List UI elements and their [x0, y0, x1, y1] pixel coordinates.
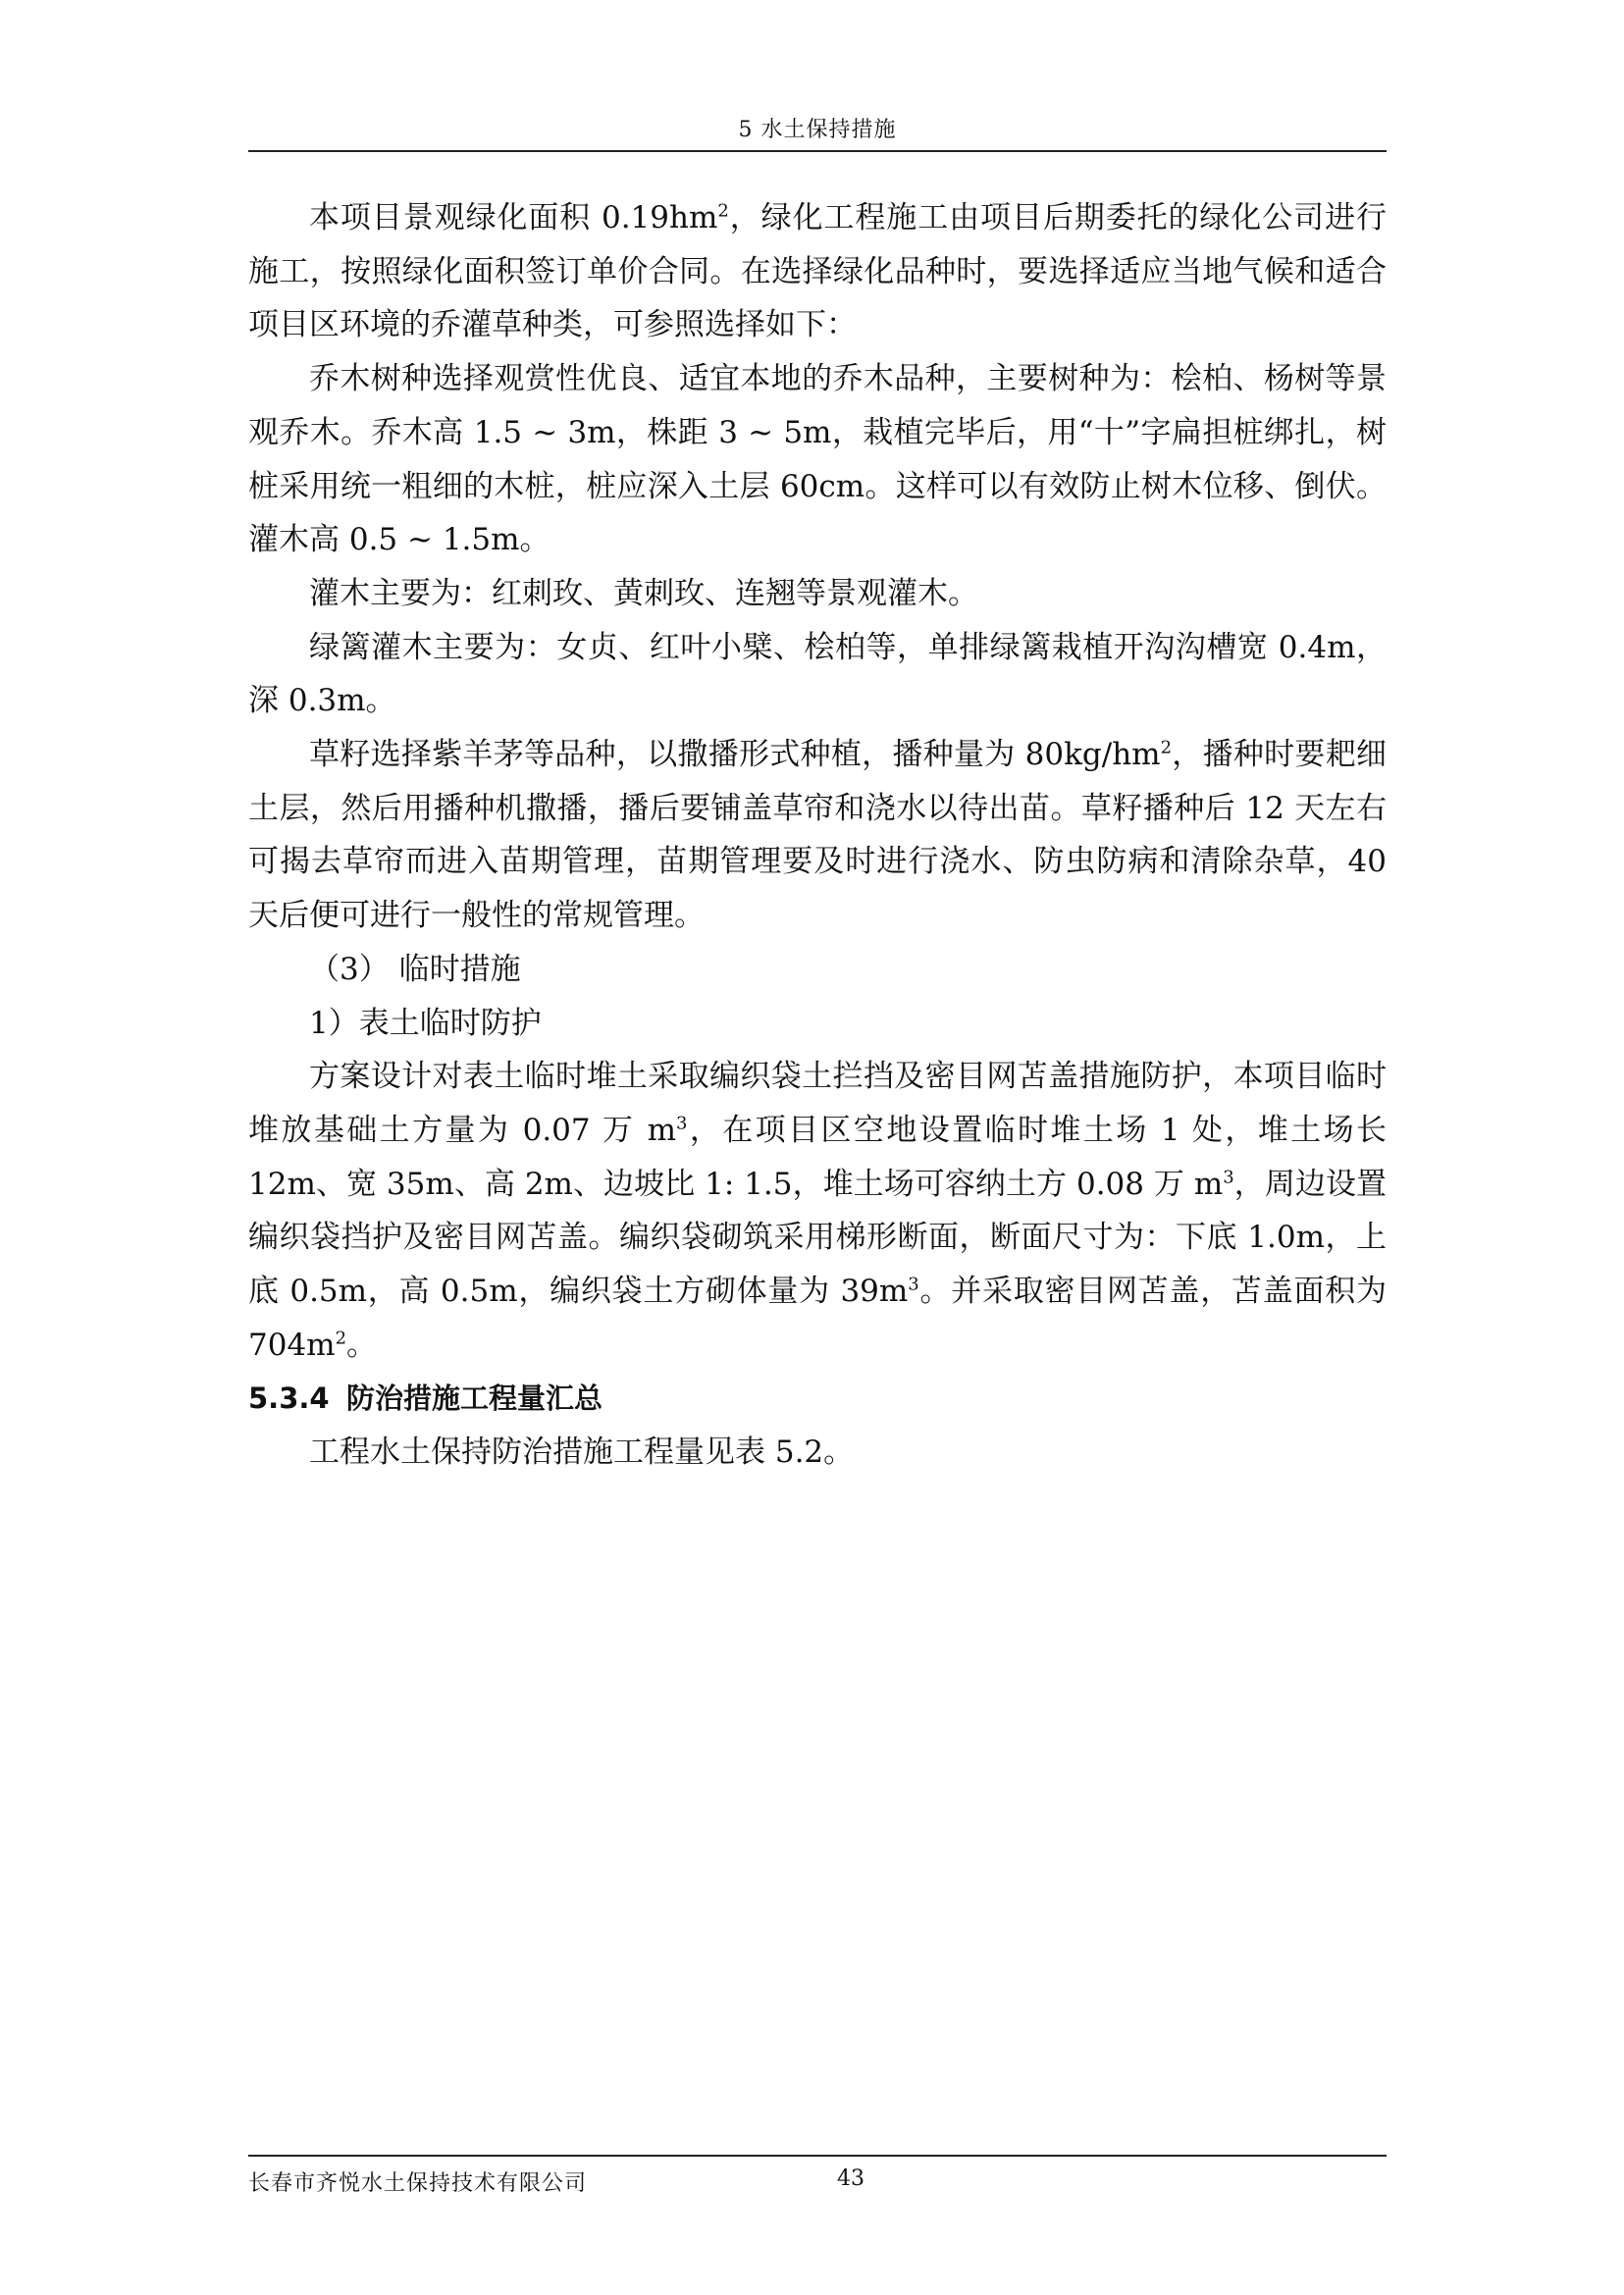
paragraph-stockpile	[248, 1050, 1387, 1372]
text-run: 本项目景观绿化面积 0.19hm	[309, 200, 718, 235]
superscript: 2	[717, 200, 729, 222]
page-number: 43	[837, 2166, 864, 2191]
paragraph-trees	[248, 352, 1387, 567]
text-run: 灌木主要为：红刺玫、黄刺玫、连翘等景观灌木。	[309, 575, 978, 611]
superscript: 3	[908, 1274, 919, 1295]
paragraph-hedges	[248, 621, 1387, 728]
section-heading	[248, 1372, 1387, 1426]
superscript: 3	[1223, 1167, 1234, 1188]
text-run: 乔木树种选择观赏性优良、适宜本地的乔木品种，主要树种为：桧柏、杨树等景观乔木。乔木高 1.5 ~ 3m，株距 3 ~ 5m，栽植完毕后，用“十”字扁担桩绑扎，树桩采用统一粗细的木桩，桩应深入土层 60cm。这样可以有效防止树木位移、倒伏。灌木高 0.5 ~ 1.5m。	[248, 361, 1387, 558]
section-title: 防治措施工程量汇总	[346, 1382, 603, 1416]
text-run: 草籽选择紫羊茅等品种，以撒播形式种植，播种量为 80kg/hm	[309, 737, 1161, 773]
text-run: 。并采取密目网苫盖，苫盖面积为 704m	[248, 1274, 1387, 1363]
paragraph-landscape	[248, 191, 1387, 352]
page-body	[248, 191, 1387, 1480]
paragraph-closing: 工程水土保持防治措施工程量见表 5.2。	[309, 1434, 855, 1471]
footer-company: 长春市齐悦水土保持技术有限公司	[248, 2171, 588, 2196]
text-run: ，周边设置编织袋挡护及密目网苫盖。编织袋砌筑采用梯形断面，断面尺寸为：下底 1.0m，上底 0.5m，高 0.5m，编织袋土方砌体量为 39m	[248, 1166, 1387, 1310]
section-number: 5.3.4	[248, 1382, 330, 1416]
superscript: 2	[1160, 737, 1173, 758]
header-divider	[248, 150, 1387, 152]
text-run: （3） 临时措施	[309, 951, 521, 987]
text-run: ，绿化工程施工由项目后期委托的绿化公司进行施工，按照绿化面积签订单价合同。在选择绿化品种时，要选择适应当地气候和适合项目区环境的乔灌草种类，可参照选择如下：	[248, 200, 1387, 343]
paragraph-grass	[248, 728, 1387, 943]
text-run: 1）表土临时防护	[309, 1005, 542, 1041]
footer-divider	[248, 2155, 1387, 2157]
page-header-title: 5 水土保持措施	[738, 118, 897, 142]
text-run: 绿篱灌木主要为：女贞、红叶小檗、桧柏等，单排绿篱栽植开沟沟槽宽 0.4m，深 0.3m。	[248, 629, 1387, 719]
text-run: ，在项目区空地设置临时堆土场 1 处，堆土场长 12m、宽 35m、高 2m、边坡比 1: 1.5，堆土场可容纳土方 0.08 万 m	[248, 1112, 1387, 1202]
text-run: 方案设计对表土临时堆土采取编织袋土拦挡及密目网苫盖措施防护，本项目临时堆放基础土方量为 0.07 万 m	[248, 1059, 1387, 1148]
text-run: ，播种时要耙细土层，然后用播种机撒播，播后要铺盖草帘和浇水以待出苗。草籽播种后 12 天左右可揭去草帘而进入苗期管理，苗期管理要及时进行浇水、防虫防病和清除杂草，40 天后便可进行一般性的常规管理。	[248, 737, 1388, 934]
text-run: 。	[346, 1327, 378, 1363]
paragraph-shrubs	[248, 567, 1387, 621]
superscript: 2	[335, 1328, 347, 1349]
superscript: 3	[675, 1113, 688, 1134]
paragraph-temporary-measures	[248, 943, 1387, 997]
paragraph-topsoil-protection	[248, 997, 1387, 1051]
